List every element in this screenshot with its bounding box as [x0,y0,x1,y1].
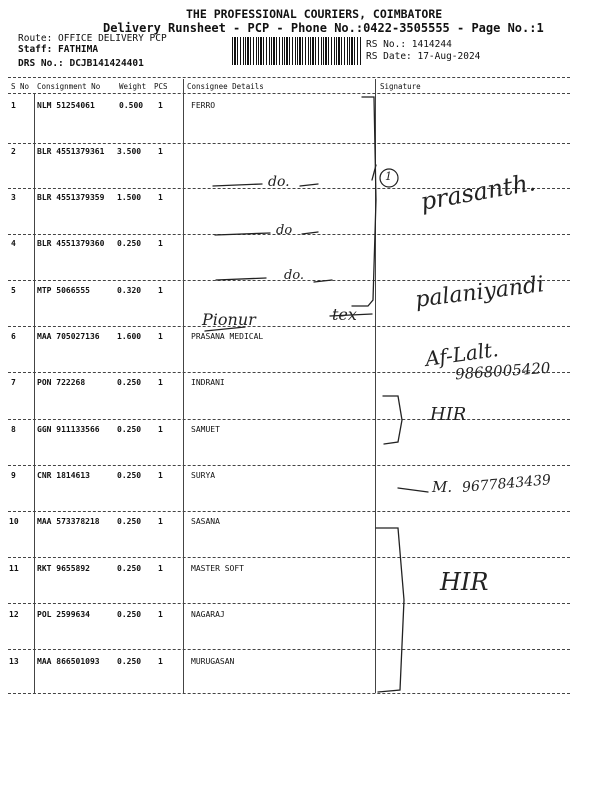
row-weight: 0.500 [119,101,144,110]
row-consignment: RKT 9655892 [37,564,90,573]
row-rule [8,143,570,144]
ditto-mark: do [276,223,293,238]
row-weight: 0.250 [117,378,142,387]
row-pcs: 1 [158,193,163,202]
row-pcs: 1 [158,286,163,295]
row-weight: 0.250 [117,564,142,573]
row-sno: 11 [9,564,19,573]
col-weight: Weight [119,82,147,91]
row-pcs: 1 [158,564,163,573]
row-rule [8,603,570,604]
row-pcs: 1 [158,471,163,480]
col-consignment: Consignment No [37,82,101,91]
row-consignee: SAMUET [191,425,220,434]
row-consignee: FERRO [191,101,216,110]
rs-number: RS No.: 1414244 [366,39,452,50]
row-consignee: SASANA [191,517,220,526]
row-pcs: 1 [158,378,163,387]
barcode-image [232,37,362,65]
col-signature: Signature [380,82,421,91]
row-consignment: MAA 705027136 [37,332,100,341]
row-rule [8,465,570,466]
signature-hir: HIR [430,404,467,425]
row-consignment: GGN 911133566 [37,425,100,434]
row-weight: 0.250 [117,517,142,526]
row-rule [8,557,570,558]
row-sno: 6 [11,332,16,341]
col-sno: S No [11,82,30,91]
row-sno: 3 [11,193,16,202]
row-consignee: NAGARAJ [191,610,225,619]
staff-label: Staff: FATHIMA [18,44,99,55]
row-rule [8,649,570,650]
pionur-note: Pionur [202,310,256,329]
row-consignment: BLR 4551379359 [37,193,105,202]
row-consignee: MURUGASAN [191,657,235,666]
row-sno: 8 [11,425,16,434]
row-weight: 0.320 [117,286,142,295]
row-sno: 2 [11,147,16,156]
row-consignment: BLR 4551379361 [37,147,105,156]
ditto-mark: do. [268,174,290,190]
row-pcs: 1 [158,425,163,434]
row-sno: 10 [9,517,19,526]
header-top-rule [8,77,570,78]
row-consignment: MAA 866501093 [37,657,100,666]
row-pcs: 1 [158,657,163,666]
row-sno: 1 [11,101,16,110]
row-consignee: PRASANA MEDICAL [191,332,264,341]
col-divider [183,79,184,693]
row-rule [8,326,570,327]
col-consignee: Consignee Details [187,82,264,91]
row-rule [8,693,570,694]
signature-hir: HIR [440,568,489,596]
signature-prasanth: prasanth. [418,168,538,216]
row-sno: 9 [11,471,16,480]
ditto-mark: do. [284,268,305,283]
signature-aflalt: Af-Lalt. [423,336,500,372]
row-consignment: MAA 573378218 [37,517,100,526]
row-consignee: SURYA [191,471,216,480]
row-pcs: 1 [158,517,163,526]
row-rule [8,419,570,420]
row-sno: 12 [9,610,19,619]
row-consignment: NLM 51254061 [37,101,95,110]
row-weight: 0.250 [117,657,142,666]
signature-palaniyandi: palaniyandi [413,272,546,313]
rs-date: RS Date: 17-Aug-2024 [366,51,481,62]
row-weight: 0.250 [117,425,142,434]
row-consignment: POL 2599634 [37,610,90,619]
handwritten-phone: 9868005420 [454,358,551,384]
row-consignee: INDRANI [191,378,225,387]
tex-note: tex [332,305,357,324]
row-weight: 3.500 [117,147,142,156]
row-consignment: PON 722268 [37,378,86,387]
row-pcs: 1 [158,147,163,156]
row-weight: 1.500 [117,193,142,202]
route-label: Route: OFFICE DELIVERY PCP [18,33,167,44]
row-pcs: 1 [158,239,163,248]
row-sno: 13 [9,657,19,666]
drs-number: DRS No.: DCJB141424401 [18,58,144,69]
row-consignment: MTP 5066555 [37,286,90,295]
row-sno: 5 [11,286,16,295]
handwritten-phone-2: 9677843439 [461,472,552,496]
row-pcs: 1 [158,332,163,341]
circled-one: 1 [385,170,392,183]
row-consignment: CNR 1814613 [37,471,90,480]
row-sno: 4 [11,239,16,248]
row-weight: 0.250 [117,471,142,480]
company-title: THE PROFESSIONAL COURIERS, COIMBATORE [186,7,443,21]
row-weight: 1.600 [117,332,142,341]
row-consignee: MASTER SOFT [191,564,244,573]
row-weight: 0.250 [117,239,142,248]
row-weight: 0.250 [117,610,142,619]
col-pcs: PCS [154,82,168,91]
col-divider [375,79,376,693]
row-consignment: BLR 4551379360 [37,239,105,248]
runsheet-title: Delivery Runsheet - PCP - Phone No.:0422-3505555 - Page No.:1 [103,21,544,35]
row-sno: 7 [11,378,16,387]
header-bottom-rule [8,93,570,94]
row-rule [8,511,570,512]
row-pcs: 1 [158,101,163,110]
row-pcs: 1 [158,610,163,619]
signature-m: M. [432,478,453,496]
